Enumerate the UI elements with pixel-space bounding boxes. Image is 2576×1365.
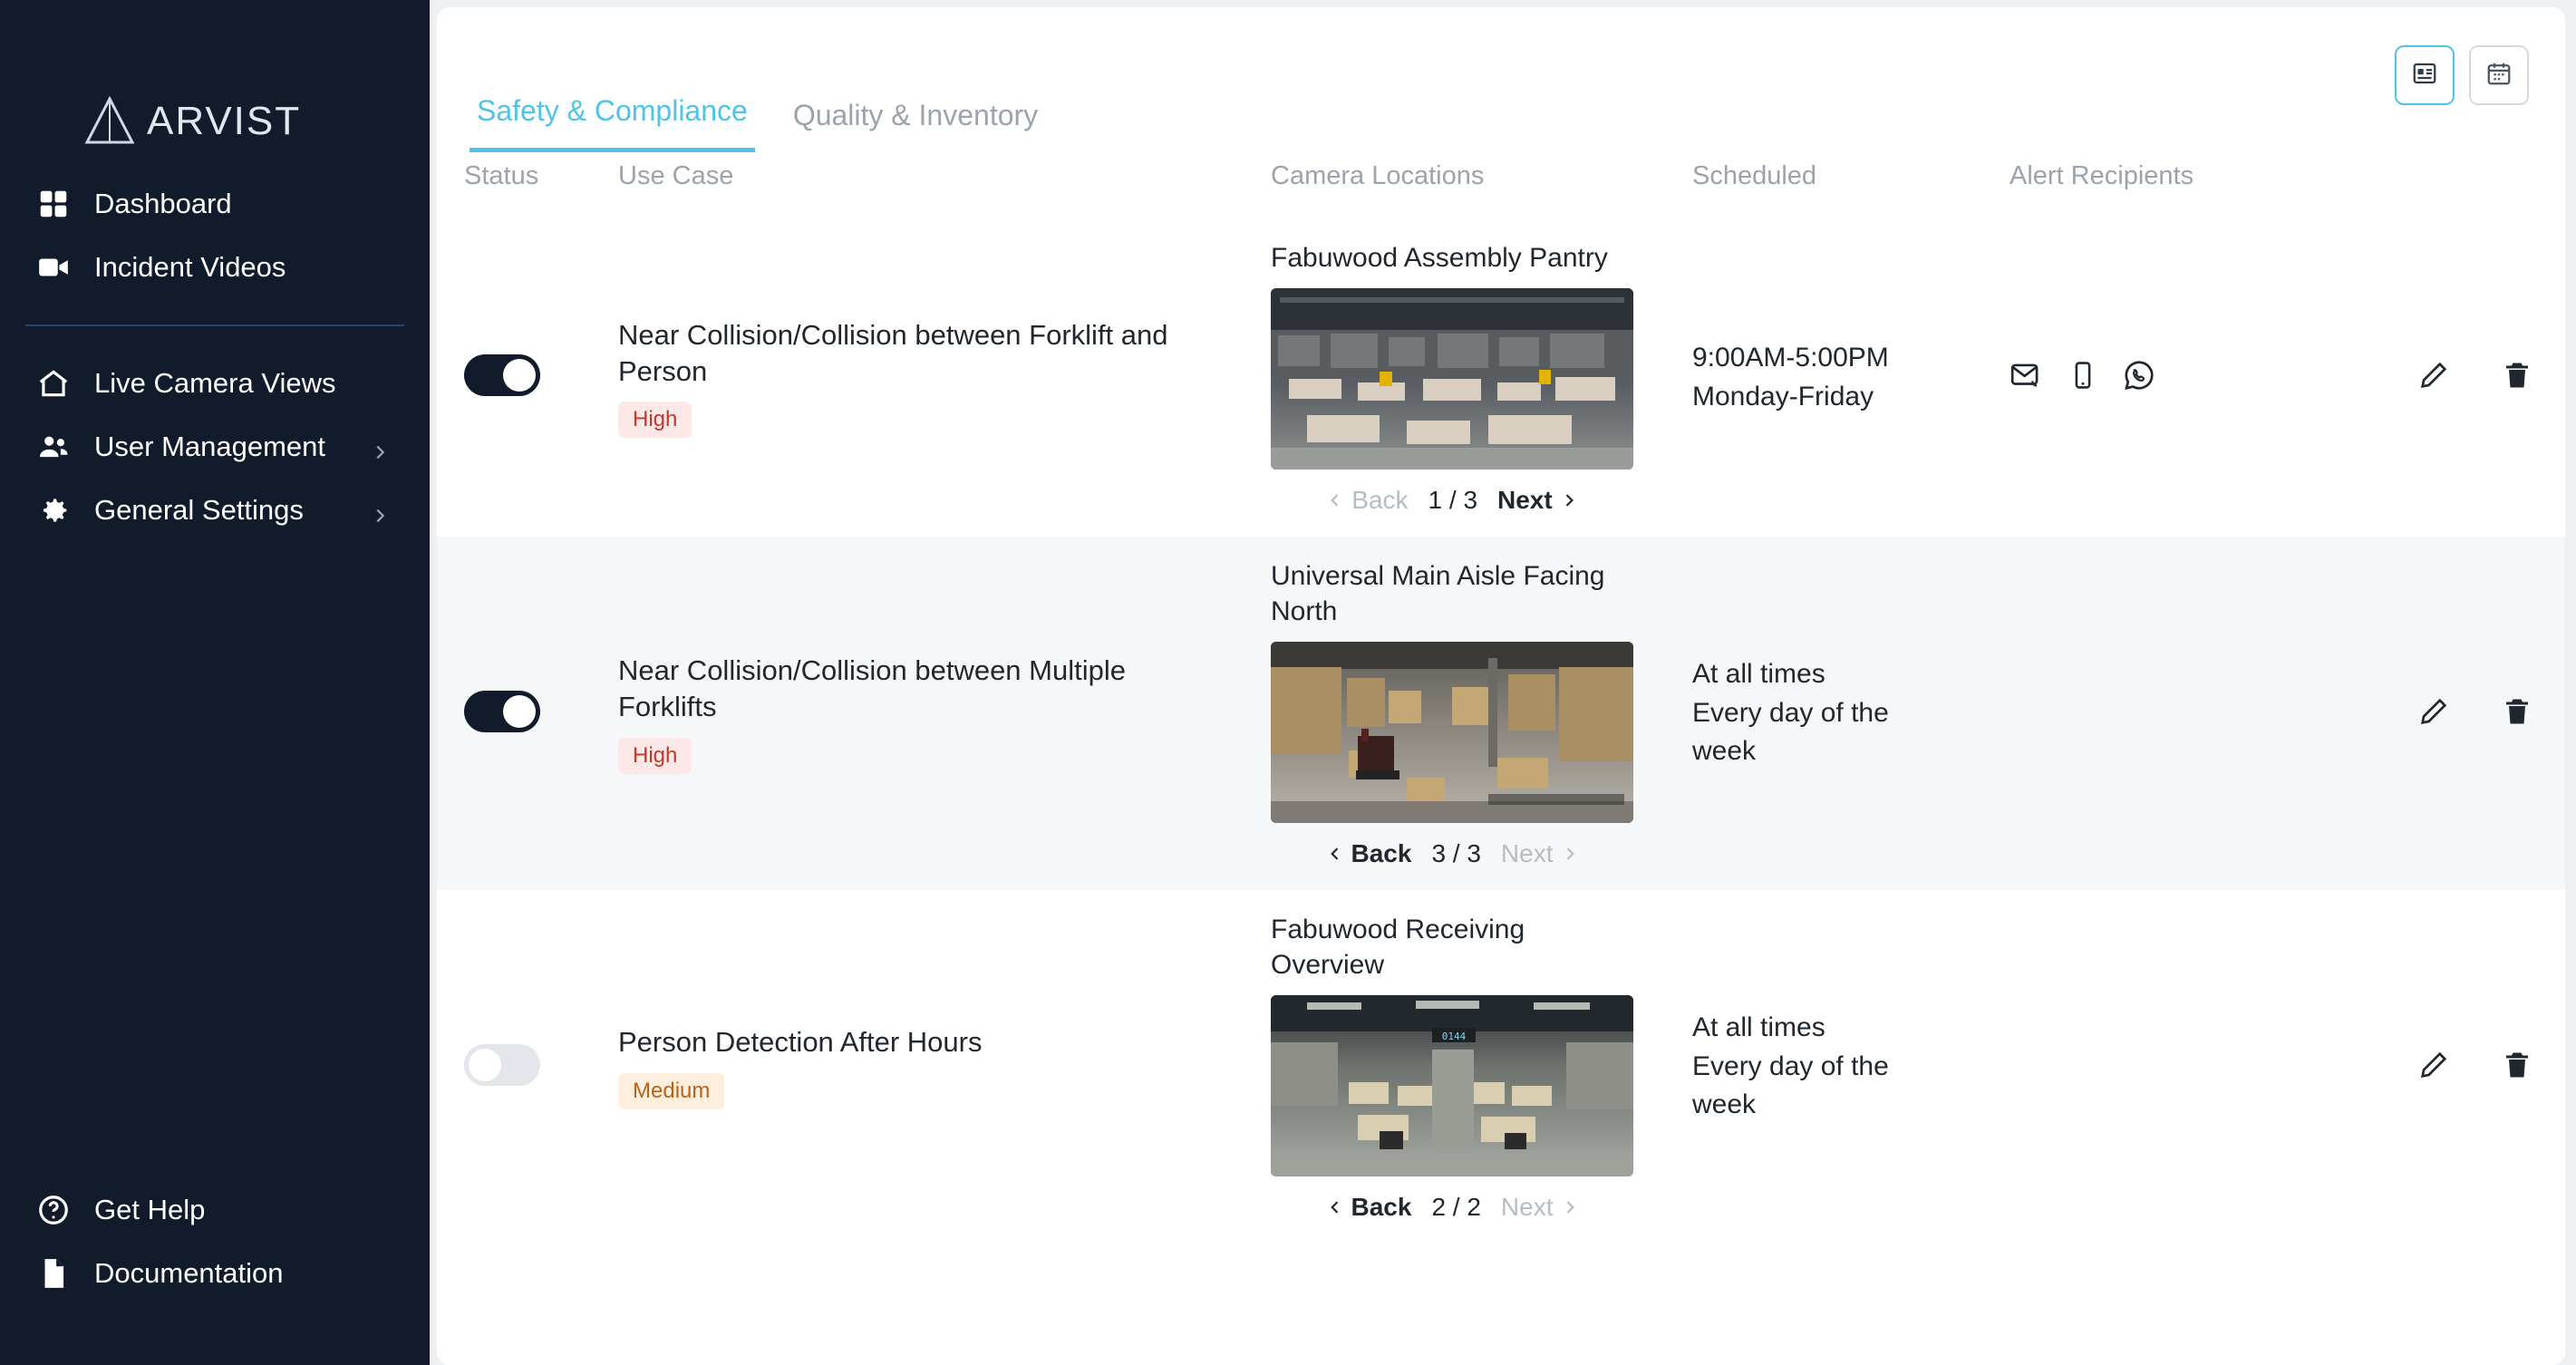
row-status-cell <box>437 691 618 737</box>
tab-safety-compliance[interactable]: Safety & Compliance <box>470 94 755 152</box>
sidebar-item-label: Documentation <box>94 1257 284 1289</box>
pager-back-button[interactable] <box>1326 839 1412 868</box>
schedule-line: week <box>1692 1089 1757 1120</box>
rules-table <box>437 152 2565 1244</box>
row-camera-cell <box>1271 558 1692 868</box>
camera-name: Fabuwood Receiving Overview <box>1271 915 1525 980</box>
row-schedule-cell <box>1692 1009 2009 1125</box>
edit-pencil-icon[interactable] <box>2417 1049 2450 1086</box>
schedule-line: Monday-Friday <box>1692 381 1874 411</box>
camera-name: Fabuwood Assembly Pantry <box>1271 243 1608 273</box>
row-alerts-cell <box>2009 358 2354 397</box>
grid-icon <box>36 187 71 221</box>
column-header-camera-locations: Camera Locations <box>1271 161 1485 190</box>
video-camera-icon <box>36 250 71 285</box>
use-case-title: Person Detection After Hours <box>618 1026 983 1059</box>
row-camera-cell <box>1271 240 1692 515</box>
row-use-case-cell <box>618 653 1271 773</box>
sidebar-nav <box>0 172 430 542</box>
whatsapp-icon[interactable] <box>2122 358 2156 397</box>
sidebar-item-label: User Management <box>94 431 326 462</box>
camera-pager <box>1271 470 1633 515</box>
pager-back-label: Back <box>1351 839 1412 867</box>
home-icon <box>36 366 71 401</box>
gear-icon <box>36 493 71 528</box>
rule-enable-toggle[interactable] <box>464 1044 540 1086</box>
calendar-view-button[interactable] <box>2469 45 2529 105</box>
sidebar-item-dashboard[interactable] <box>0 172 430 236</box>
pager-back-button[interactable] <box>1326 1193 1412 1222</box>
row-actions-cell <box>2354 695 2565 732</box>
column-header-scheduled: Scheduled <box>1692 161 1817 190</box>
pager-count: 2 / 2 <box>1431 1193 1481 1221</box>
use-case-title: Near Collision/Collision between Forklift and Person <box>618 318 1168 387</box>
row-use-case-cell <box>618 1024 1271 1109</box>
camera-pager <box>1271 823 1633 868</box>
camera-name: Universal Main Aisle Facing North <box>1271 561 1605 626</box>
view-toggle-group <box>2395 45 2529 105</box>
sidebar-item-label: General Settings <box>94 494 304 526</box>
row-actions-cell <box>2354 359 2565 396</box>
pager-back-label: Back <box>1351 486 1409 514</box>
sidebar-item-label: Incident Videos <box>94 251 286 283</box>
column-header-alert-recipients: Alert Recipients <box>2009 161 2194 190</box>
schedule-line: 9:00AM-5:00PM <box>1692 342 1889 373</box>
sidebar-bottom-nav <box>0 1178 430 1365</box>
row-schedule-cell <box>1692 655 2009 771</box>
row-actions-cell <box>2354 1049 2565 1086</box>
sidebar-item-incident-videos[interactable] <box>0 236 430 299</box>
mobile-icon[interactable] <box>2068 360 2098 395</box>
pager-back-button[interactable] <box>1326 486 1408 515</box>
brand-logo <box>0 0 430 172</box>
sidebar-item-get-help[interactable] <box>0 1178 430 1242</box>
sidebar <box>0 0 430 1365</box>
edit-pencil-icon[interactable] <box>2417 359 2450 396</box>
column-header-use-case: Use Case <box>618 161 734 190</box>
camera-thumbnail[interactable] <box>1271 642 1633 823</box>
row-camera-cell <box>1271 912 1692 1222</box>
delete-trash-icon[interactable] <box>2501 695 2533 732</box>
pager-next-label: Next <box>1497 486 1553 514</box>
edit-pencil-icon[interactable] <box>2417 695 2450 732</box>
list-view-button[interactable] <box>2395 45 2455 105</box>
sidebar-item-label: Dashboard <box>94 188 232 219</box>
sidebar-divider <box>25 324 404 326</box>
document-icon <box>36 1256 71 1291</box>
pager-next-button[interactable] <box>1501 839 1579 868</box>
pager-next-button[interactable] <box>1501 1193 1579 1222</box>
severity-badge: High <box>618 402 692 438</box>
chevron-right-icon <box>370 500 390 520</box>
list-view-icon <box>2411 60 2438 92</box>
sidebar-item-documentation[interactable] <box>0 1242 430 1305</box>
triangle-logo-icon <box>82 93 138 150</box>
sidebar-item-user-management[interactable] <box>0 415 430 479</box>
sidebar-item-live-camera-views[interactable] <box>0 352 430 415</box>
camera-pager <box>1271 1176 1633 1222</box>
svg-text:0144: 0144 <box>1441 1031 1467 1042</box>
camera-thumbnail[interactable] <box>1271 288 1633 470</box>
brand-name: ARVIST <box>147 99 302 143</box>
rule-enable-toggle[interactable] <box>464 354 540 396</box>
pager-count: 3 / 3 <box>1431 839 1481 867</box>
row-status-cell <box>437 354 618 401</box>
chevron-right-icon <box>370 437 390 457</box>
severity-badge: Medium <box>618 1073 724 1109</box>
pager-back-label: Back <box>1351 1193 1412 1221</box>
tab-quality-inventory[interactable]: Quality & Inventory <box>792 99 1039 131</box>
schedule-line: Every day of the <box>1692 697 1889 728</box>
schedule-line: At all times <box>1692 659 1825 690</box>
pager-next-label: Next <box>1500 1193 1554 1221</box>
tab-bar <box>437 7 2565 152</box>
table-row <box>437 890 2565 1244</box>
help-circle-icon <box>36 1193 71 1227</box>
calendar-view-icon <box>2485 60 2513 92</box>
pager-next-button[interactable] <box>1497 486 1578 515</box>
pager-next-label: Next <box>1500 839 1554 867</box>
row-schedule-cell <box>1692 339 2009 416</box>
sidebar-item-label: Live Camera Views <box>94 367 336 399</box>
rule-enable-toggle[interactable] <box>464 691 540 732</box>
schedule-line: week <box>1692 736 1757 767</box>
camera-thumbnail[interactable] <box>1271 995 1633 1176</box>
table-row <box>437 537 2565 890</box>
row-status-cell <box>437 1044 618 1090</box>
table-header-row <box>437 152 2565 218</box>
use-case-title: Near Collision/Collision between Multiple Forklifts <box>618 654 1126 722</box>
people-icon <box>36 430 71 464</box>
sidebar-item-general-settings[interactable] <box>0 479 430 542</box>
content-panel <box>437 7 2565 1365</box>
severity-badge: High <box>618 738 692 774</box>
column-header-status: Status <box>464 161 539 190</box>
pager-count: 1 / 3 <box>1428 486 1478 514</box>
schedule-line: At all times <box>1692 1012 1825 1043</box>
delete-trash-icon[interactable] <box>2501 1049 2533 1086</box>
table-row <box>437 218 2565 537</box>
main-area <box>430 0 2576 1365</box>
email-icon[interactable] <box>2009 358 2044 397</box>
row-use-case-cell <box>618 317 1271 438</box>
delete-trash-icon[interactable] <box>2501 359 2533 396</box>
schedule-line: Every day of the <box>1692 1050 1889 1081</box>
sidebar-item-label: Get Help <box>94 1194 206 1225</box>
